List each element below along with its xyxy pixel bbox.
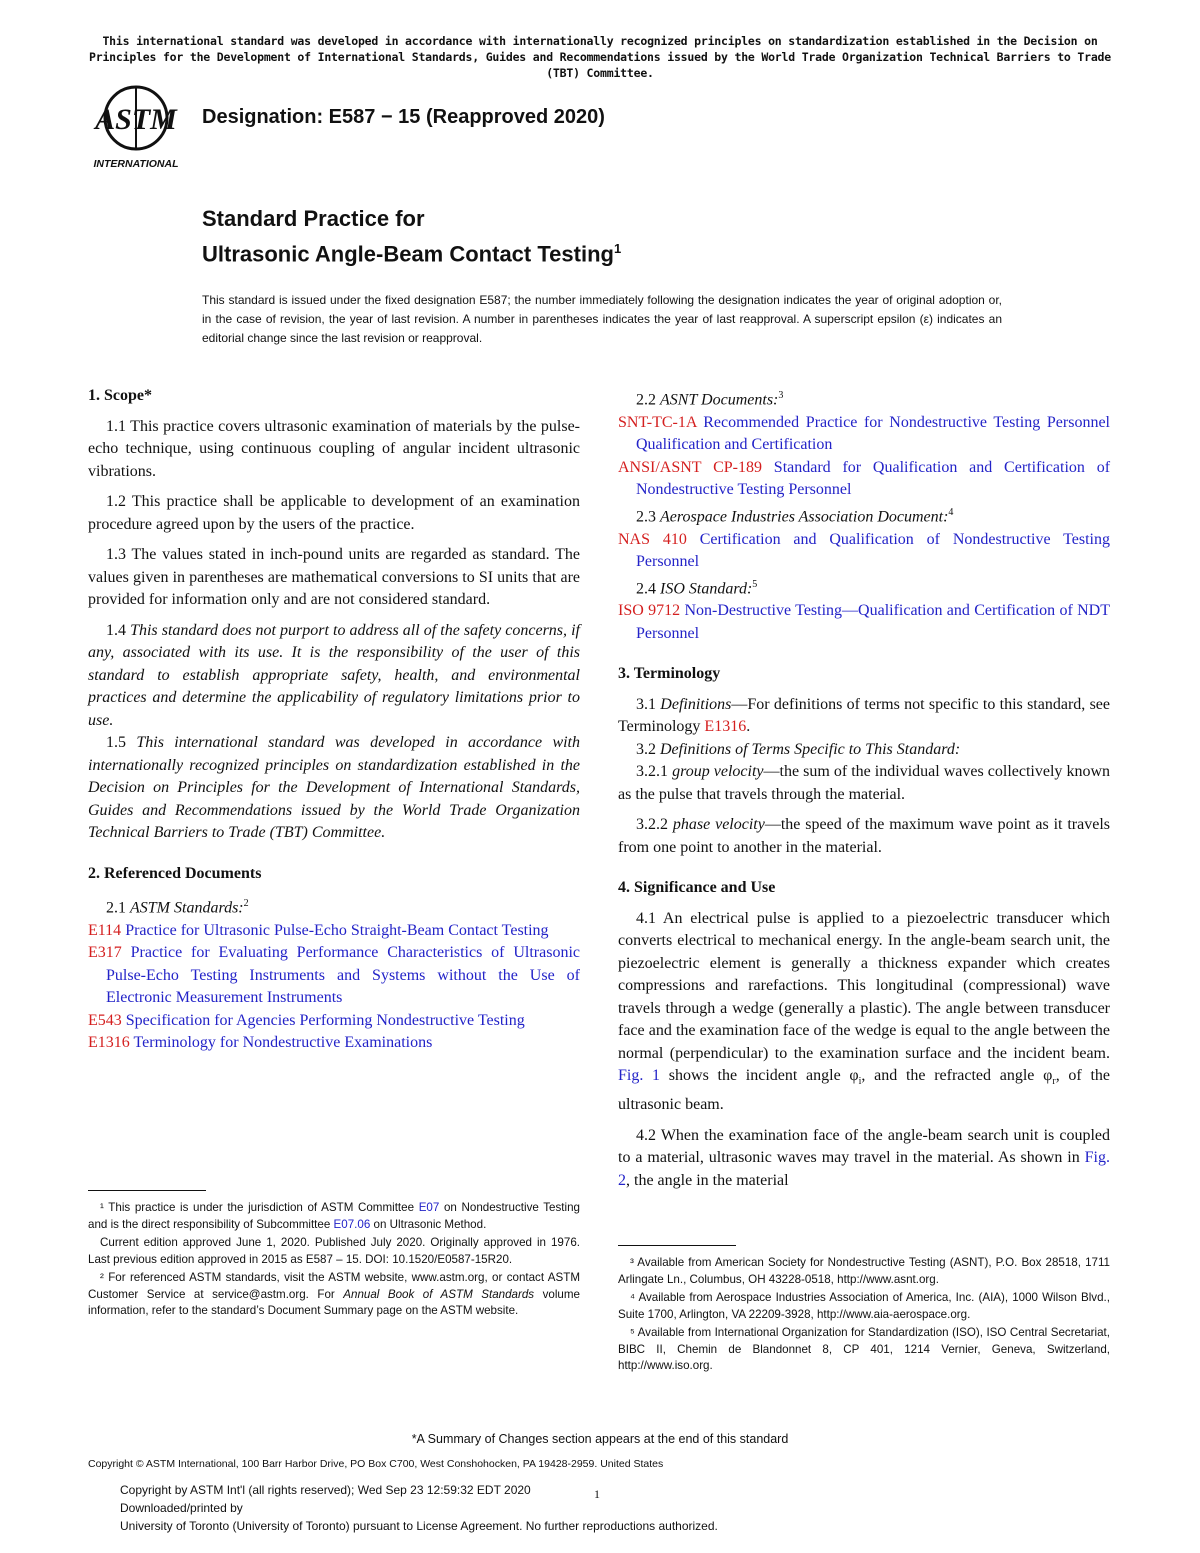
- reference-title-link[interactable]: Specification for Agencies Performing Nondestructive Testing: [125, 1011, 525, 1029]
- paragraph-3-2-1-text: —the sum of the individual waves collectively known as the pulse that travels through the material.: [618, 763, 1111, 803]
- reference-item: [618, 412, 1110, 457]
- reference-item: [88, 942, 580, 1010]
- download-stamp: [120, 1481, 718, 1535]
- paragraph-4-2: 4.2 When the examination face of the angle-beam search unit is coupled to a material, ultrasonic waves may travel in the material. As shown in: [618, 1126, 1110, 1167]
- footnotes-left: [88, 1200, 580, 1322]
- aia-document-number: 2.3: [636, 508, 656, 526]
- footnote-4: ⁴ Available from Aerospace Industries Association of America, Inc. (AIA), 1000 Wilson Blvd., Suite 1700, Arlington, VA 22209-3928, http://www.aia-aerospace.org.: [618, 1291, 1110, 1321]
- reference-title-link[interactable]: Recommended Practice for Nondestructive Testing Personnel Qualification and Certification: [636, 413, 1111, 454]
- paragraph-1-1: 1.1 This practice covers ultrasonic examination of materials by the pulse-echo technique, using continuous coupling of angular incident ultrasonic vibrations.: [88, 417, 580, 480]
- paragraph-4-1: 4.1 An electrical pulse is applied to a piezoelectric transducer which converts electrical to mechanical energy. In the angle-beam search unit, the piezoelectric element is generally a thickness expander which creates compressions and rarefactions. This longitudinal (compressional) wave travels through a wedge (generally a plastic). The angle between transducer face and the examination face of the wedge is equal to the angle between the normal (perpendicular) to the examination surface and the incident beam.: [618, 909, 1110, 1062]
- subscript-i: i: [858, 1076, 862, 1088]
- paragraph-1-2: 1.2 This practice shall be applicable to development of an examination procedure agreed upon by the users of the practice.: [88, 493, 580, 533]
- reference-title-link[interactable]: Terminology for Nondestructive Examinations: [133, 1034, 433, 1052]
- reference-code-link[interactable]: SNT-TC-1A: [618, 413, 697, 431]
- top-notice: This international standard was developed in accordance with internationally recognized principles on standardization established in the Decision on Principles for the Development of International Standards, Guides and Recommendations issued by the World Trade Organization Technical Barriers to Trade (TBT) Committee.: [89, 34, 1111, 80]
- reference-title-link[interactable]: Practice for Evaluating Performance Characteristics of Ultrasonic Pulse-Echo Testing Instruments and Systems without the Use of Electronic Measurement Instruments: [106, 944, 581, 1007]
- reference-code-link[interactable]: E317: [88, 944, 122, 962]
- reference-code-link[interactable]: E543: [88, 1011, 122, 1029]
- paragraph-1-5-number: 1.5: [106, 734, 126, 751]
- paragraph-3-1-end: .: [746, 718, 751, 736]
- footnote-5: ⁵ Available from International Organization for Standardization (ISO), ISO Central Secretariat, BIBC II, Chemin de Blandonnet 8, CP 401, 1214 Vernier, Geneva, Switzerland, http://www.iso.org.: [618, 1326, 1110, 1372]
- download-line-1: Copyright by ASTM Int'l (all rights reserved); Wed Sep 23 12:59:32 EDT 2020: [120, 1483, 531, 1497]
- astm-standards-label: ASTM Standards:: [130, 899, 244, 917]
- title-footnote-mark: 1: [613, 241, 622, 256]
- title-block: [202, 204, 621, 269]
- section-heading-scope: 1. Scope*: [88, 387, 152, 404]
- paragraph-1-4: This standard does not purport to address all of the safety concerns, if any, associated with its use. It is the responsibility of the user of this standard to establish appropriate safety, health, and environmental practices and determine the applicability of regulatory limitations prior to use.: [88, 621, 581, 729]
- astm-standards-sup: 2: [243, 898, 249, 909]
- paragraph-4-1-d: , of the ultrasonic beam.: [618, 1067, 1111, 1114]
- reference-item: [88, 1010, 580, 1033]
- paragraph-3-2-2-number: 3.2.2: [636, 816, 668, 834]
- terminology-link-e1316[interactable]: E1316: [704, 718, 747, 736]
- reference-code-link[interactable]: ISO 9712: [618, 602, 681, 620]
- iso-standard-label: ISO Standard:: [660, 579, 753, 597]
- footnote-edition: Current edition approved June 1, 2020. Published July 2020. Originally approved in 1976. Last previous edition approved in 2015 as E587 – 15. DOI: 10.1520/E0587-15R20.: [88, 1236, 580, 1266]
- paragraph-3-1-number: 3.1: [636, 695, 656, 713]
- copyright-line: Copyright © ASTM International, 100 Barr Harbor Drive, PO Box C700, West Conshohocken, PA 19428-2959. United States: [88, 1458, 664, 1470]
- paragraph-3-2-1-number: 3.2.1: [636, 763, 668, 781]
- logo-text: ASTM: [95, 103, 177, 136]
- figure-link-2[interactable]: Fig. 2: [618, 1149, 1110, 1189]
- section-heading-significance: 4. Significance and Use: [618, 879, 776, 897]
- reference-title-link[interactable]: Standard for Qualification and Certification of Nondestructive Testing Personnel: [636, 458, 1111, 499]
- right-column: [618, 385, 1110, 1192]
- footnote-link-e07[interactable]: E07: [418, 1201, 440, 1214]
- reference-code-link[interactable]: NAS 410: [618, 530, 687, 548]
- paragraph-3-2-2-text: —the speed of the maximum wave point as it travels from one point to another in the material.: [618, 816, 1111, 856]
- reference-title-link[interactable]: Practice for Ultrasonic Pulse-Echo Straight-Beam Contact Testing: [125, 921, 549, 939]
- paragraph-3-2-number: 3.2: [636, 740, 656, 758]
- title-line1: Standard Practice for: [202, 206, 425, 231]
- astm-logo: [88, 85, 188, 171]
- aia-document-label: Aerospace Industries Association Document:: [660, 508, 949, 526]
- reference-item: [88, 1032, 580, 1055]
- section-heading-referenced: 2. Referenced Documents: [88, 864, 262, 882]
- reference-item: [618, 457, 1110, 502]
- asnt-reference-list: [618, 412, 1110, 502]
- summary-of-changes-note: *A Summary of Changes section appears at the end of this standard: [411, 1432, 789, 1446]
- reference-title-link[interactable]: Certification and Qualification of Nondestructive Testing Personnel: [636, 530, 1110, 571]
- download-line-3: University of Toronto (University of Toronto) pursuant to License Agreement. No further reproductions authorized.: [120, 1519, 718, 1533]
- footnote-2-text: ² For referenced ASTM standards, visit the ASTM website, www.astm.org, or contact ASTM Customer Service at service@astm.org. For: [88, 1271, 580, 1301]
- footnote-1-text: ¹ This practice is under the jurisdiction of ASTM Committee: [100, 1201, 415, 1214]
- reference-code-link[interactable]: E114: [88, 921, 122, 939]
- reference-item: [618, 600, 1110, 645]
- footnote-rule-right: [618, 1245, 736, 1246]
- reference-title-link[interactable]: Non-Destructive Testing—Qualification and Certification of NDT Personnel: [636, 602, 1110, 642]
- iso-standard-sup: 5: [752, 578, 758, 590]
- paragraph-3-2: Definitions of Terms Specific to This Standard:: [660, 740, 961, 758]
- logo-subtext: INTERNATIONAL: [93, 158, 179, 170]
- reference-item: [618, 529, 1110, 574]
- designation: Designation: E587 − 15 (Reapproved 2020): [202, 106, 605, 128]
- term-phase-velocity: phase velocity: [672, 816, 765, 834]
- footnote-rule-left: [88, 1190, 206, 1191]
- footnote-1-text-c: on Ultrasonic Method.: [373, 1217, 487, 1231]
- section-heading-terminology: 3. Terminology: [618, 665, 721, 683]
- issue-note: This standard is issued under the fixed designation E587; the number immediately following the designation indicates the year of original adoption or, in the case of revision, the year of last revision. A number in parentheses indicates the year of last reapproval. A superscript epsilon (ε) indicates an editorial change since the last revision or reapproval.: [202, 293, 1002, 345]
- reference-code-link[interactable]: ANSI/ASNT CP-189: [618, 458, 762, 476]
- footnote-link-e0706[interactable]: E07.06: [333, 1217, 371, 1231]
- paragraph-1-3: 1.3 The values stated in inch-pound units are regarded as standard. The values given in parentheses are mathematical conversions to SI units that are provided for information only and are not considered standard.: [88, 546, 580, 608]
- paragraph-1-4-number: 1.4: [106, 621, 126, 639]
- paragraph-4-2-b: , the angle in the material: [626, 1171, 789, 1189]
- iso-reference-list: [618, 600, 1110, 645]
- paragraph-1-5: This international standard was developed in accordance with internationally recognized principles on standardization established in the Decision on Principles for the Development of International Standards, Guides and Recommendations issued by the World Trade Organization Technical Barriers to Trade (TBT) Committee.: [88, 734, 581, 841]
- reference-code-link[interactable]: E1316: [88, 1034, 130, 1052]
- aia-reference-list: [618, 529, 1110, 574]
- asnt-documents-label: ASNT Documents:: [660, 391, 779, 409]
- left-column: [88, 385, 580, 1055]
- asnt-documents-number: 2.2: [636, 391, 656, 409]
- footnote-2-italic: Annual Book of ASTM Standards: [343, 1287, 535, 1301]
- footnotes-right: [618, 1255, 1110, 1377]
- iso-standard-number: 2.4: [636, 579, 656, 597]
- aia-document-sup: 4: [948, 506, 954, 518]
- page-number: 1: [594, 1487, 600, 1501]
- download-line-2: Downloaded/printed by: [120, 1501, 243, 1515]
- astm-standards-number: 2.1: [106, 899, 126, 917]
- figure-link-1[interactable]: Fig. 1: [618, 1067, 661, 1085]
- paragraph-3-1-term: Definitions: [660, 695, 732, 713]
- asnt-documents-sup: 3: [778, 390, 784, 401]
- footnote-3: ³ Available from American Society for Nondestructive Testing (ASNT), P.O. Box 28518, 1711 Arlingate Ln., Columbus, OH 43228-0518, http://www.asnt.org.: [618, 1256, 1110, 1286]
- footnote-1-text-b: on Nondestructive Testing and is the direct responsibility of Subcommittee: [88, 1201, 580, 1231]
- reference-item: [88, 920, 580, 943]
- title-line2: Ultrasonic Angle-Beam Contact Testing: [202, 241, 614, 267]
- subscript-r: r: [1052, 1076, 1056, 1088]
- paragraph-3-1-text: —For definitions of terms not specific to this standard, see Terminology: [618, 695, 1110, 736]
- paragraph-4-1-b: shows the incident angle φ: [668, 1067, 859, 1085]
- paragraph-4-1-c: , and the refracted angle φ: [861, 1067, 1053, 1085]
- term-group-velocity: group velocity: [672, 763, 764, 781]
- footnote-2-text-b: volume information, refer to the standard’s Document Summary page on the ASTM website.: [88, 1287, 580, 1317]
- astm-reference-list: [88, 920, 580, 1055]
